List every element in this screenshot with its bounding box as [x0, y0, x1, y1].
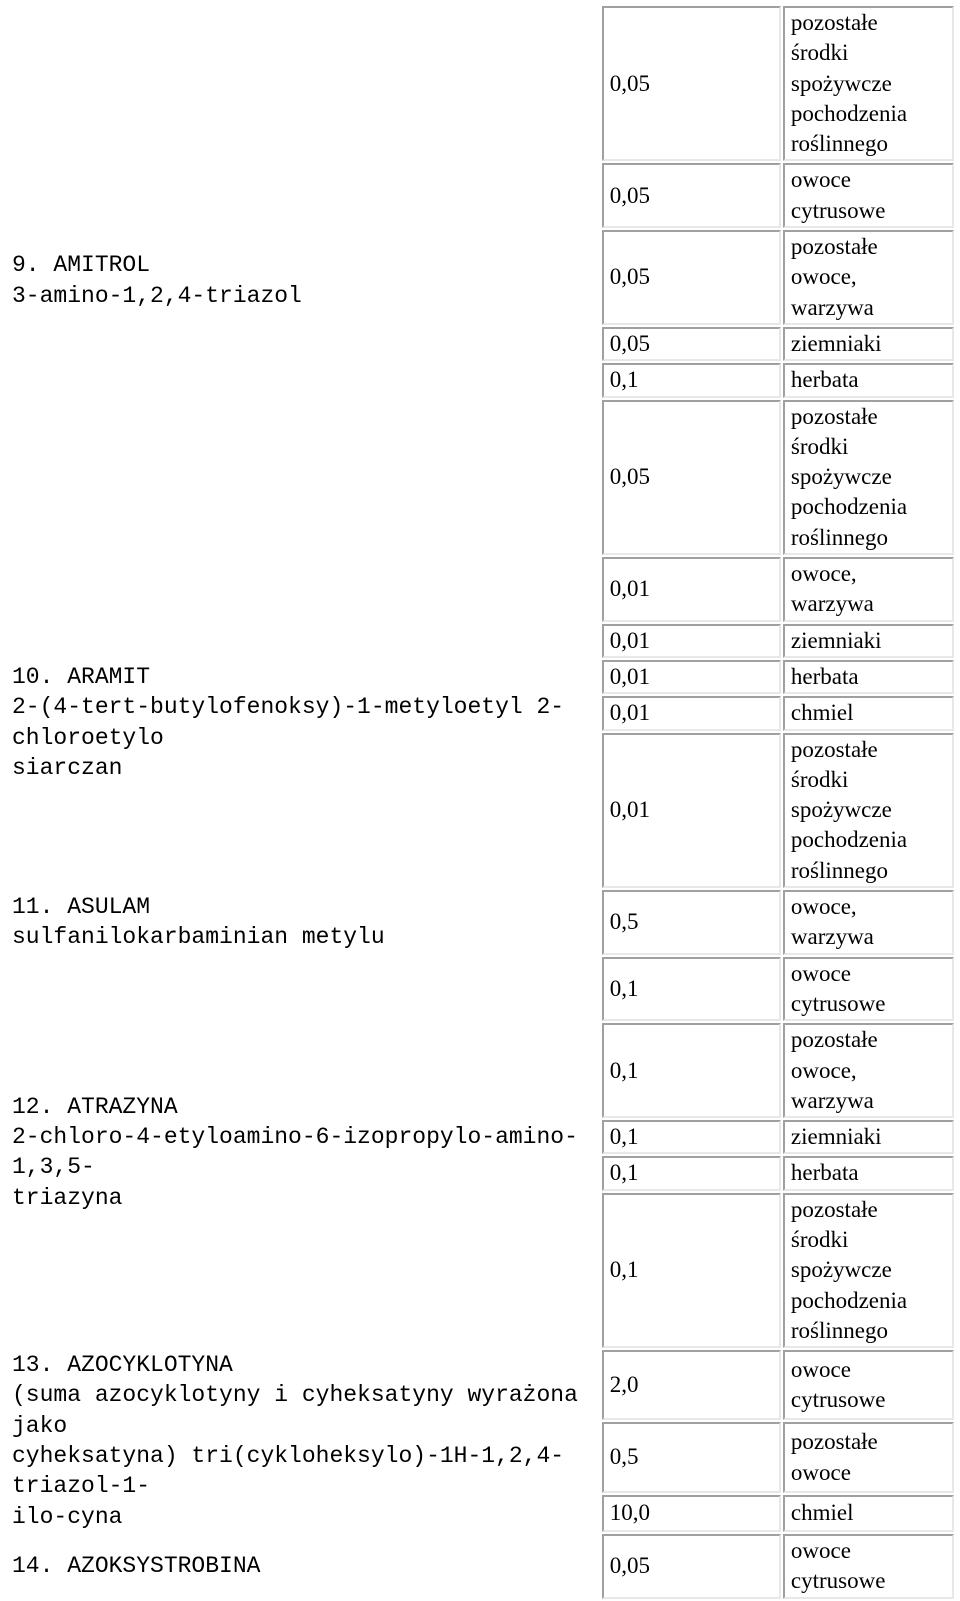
- product-name-line: ziemniaki: [790, 330, 882, 356]
- table-row: [6, 957, 954, 1022]
- substance-name: 12. ATRAZYNA: [12, 1093, 178, 1120]
- residue-limit-value: 0,1: [602, 1023, 781, 1118]
- chemical-name-line: 2-(4-tert-butylofenoksy)-1-metyloetyl 2-chloroetylo: [12, 694, 565, 751]
- product-cell: [783, 733, 954, 888]
- substance-name: 11. ASULAM: [12, 894, 151, 921]
- residue-limit-value: 0,01: [602, 557, 781, 622]
- product-cell: [783, 890, 954, 955]
- product-cell: [783, 1023, 954, 1118]
- product-cell: [783, 363, 954, 397]
- product-name-line: pozostałe: [790, 736, 878, 762]
- product-name-line: cytrusowe: [790, 197, 886, 223]
- product-cell: [783, 6, 954, 161]
- product-cell: [783, 1193, 954, 1348]
- product-name-line: owoce: [790, 960, 851, 986]
- residue-limit-value: 0,05: [602, 327, 781, 361]
- product-name-line: cytrusowe: [790, 1387, 886, 1413]
- product-name-line: spożywcze: [790, 70, 892, 96]
- substance-cell: [6, 1534, 600, 1599]
- product-name-line: cytrusowe: [790, 1568, 886, 1594]
- table-row: [6, 890, 954, 955]
- product-name-line: pozostałe: [790, 1196, 878, 1222]
- residue-limits-page: [4, 4, 956, 1601]
- product-name-line: pozostałe: [790, 234, 878, 260]
- product-cell: [783, 400, 954, 555]
- substance-cell: [6, 1350, 600, 1532]
- product-name-line: pozostałe: [790, 1429, 878, 1455]
- residue-limit-value: 0,1: [602, 1156, 781, 1190]
- residue-limit-value: 0,1: [602, 1120, 781, 1154]
- product-cell: [783, 1495, 954, 1532]
- product-name-line: warzywa: [790, 924, 874, 950]
- product-name-line: pochodzenia: [790, 827, 908, 853]
- product-name-line: chmiel: [790, 1500, 854, 1526]
- chemical-name-line: 2-chloro-4-etyloamino-6-izopropylo-amino-1,3,5-: [12, 1124, 578, 1181]
- product-cell: [783, 230, 954, 325]
- chemical-name-line: sulfanilokarbaminian metylu: [12, 924, 385, 951]
- chemical-name-line: triazyna: [12, 1184, 123, 1211]
- product-name-line: pozostałe: [790, 403, 878, 429]
- product-cell: [783, 1350, 954, 1420]
- product-cell: [783, 957, 954, 1022]
- substance-cell: [6, 557, 600, 888]
- product-name-line: owoce: [790, 1537, 851, 1563]
- table-row: [6, 557, 954, 622]
- chemical-name-line: ilo-cyna: [12, 1503, 123, 1530]
- product-name-line: pochodzenia: [790, 1287, 908, 1313]
- residue-limit-value: 0,05: [602, 1534, 781, 1599]
- residue-limit-value: 2,0: [602, 1350, 781, 1420]
- table-row: [6, 6, 954, 161]
- substance-name: 13. AZOCYKLOTYNA: [12, 1352, 233, 1379]
- product-name-line: ziemniaki: [790, 627, 882, 653]
- product-cell: [783, 1422, 954, 1492]
- product-name-line: pochodzenia: [790, 494, 908, 520]
- residue-limit-value: 0,1: [602, 1193, 781, 1348]
- product-name-line: owoce,: [790, 1057, 857, 1083]
- product-name-line: roślinnego: [790, 131, 888, 157]
- product-cell: [783, 1120, 954, 1154]
- residue-limit-value: 0,5: [602, 1422, 781, 1492]
- product-name-line: owoce: [790, 1459, 851, 1485]
- product-cell: [783, 1534, 954, 1599]
- product-cell: [783, 660, 954, 694]
- product-cell: [783, 1156, 954, 1190]
- product-name-line: środki: [790, 766, 849, 792]
- product-name-line: chmiel: [790, 700, 854, 726]
- product-cell: [783, 163, 954, 228]
- residue-limit-value: 0,01: [602, 733, 781, 888]
- product-cell: [783, 327, 954, 361]
- residue-limit-value: 0,5: [602, 890, 781, 955]
- residue-limit-value: 0,01: [602, 660, 781, 694]
- product-name-line: ziemniaki: [790, 1124, 882, 1150]
- chemical-name-line: 3-amino-1,2,4-triazol: [12, 282, 302, 309]
- product-name-line: środki: [790, 1226, 849, 1252]
- product-name-line: owoce: [790, 167, 851, 193]
- product-name-line: roślinnego: [790, 1317, 888, 1343]
- residue-limit-value: 0,05: [602, 400, 781, 555]
- product-name-line: owoce: [790, 1356, 851, 1382]
- residue-limit-value: 10,0: [602, 1495, 781, 1532]
- residue-limit-value: 0,01: [602, 696, 781, 730]
- substance-name: 9. AMITROL: [12, 252, 151, 279]
- product-name-line: spożywcze: [790, 464, 892, 490]
- product-name-line: spożywcze: [790, 797, 892, 823]
- product-name-line: cytrusowe: [790, 990, 886, 1016]
- product-name-line: herbata: [790, 367, 859, 393]
- product-name-line: środki: [790, 433, 849, 459]
- residue-limit-value: 0,1: [602, 957, 781, 1022]
- product-name-line: warzywa: [790, 591, 874, 617]
- product-name-line: roślinnego: [790, 524, 888, 550]
- product-name-line: pozostałe: [790, 1027, 878, 1053]
- residue-limit-value: 0,05: [602, 163, 781, 228]
- residue-limit-value: 0,01: [602, 624, 781, 658]
- product-name-line: warzywa: [790, 1087, 874, 1113]
- product-name-line: warzywa: [790, 294, 874, 320]
- product-name-line: spożywcze: [790, 1257, 892, 1283]
- residue-limits-table: [4, 4, 956, 1601]
- substance-name: 14. AZOKSYSTROBINA: [12, 1553, 261, 1580]
- product-name-line: pozostałe: [790, 10, 878, 35]
- product-name-line: pochodzenia: [790, 100, 908, 126]
- table-row: [6, 1350, 954, 1420]
- residue-limit-value: 0,05: [602, 230, 781, 325]
- product-cell: [783, 624, 954, 658]
- product-cell: [783, 557, 954, 622]
- residue-limit-value: 0,05: [602, 6, 781, 161]
- chemical-name-line: (suma azocyklotyny i cyheksatyny wyrażona jako: [12, 1382, 578, 1439]
- product-name-line: owoce,: [790, 894, 857, 920]
- product-name-line: owoce,: [790, 264, 857, 290]
- substance-cell: [6, 957, 600, 1349]
- product-name-line: herbata: [790, 1160, 859, 1186]
- substance-cell: [6, 890, 600, 955]
- table-row: [6, 1534, 954, 1599]
- product-name-line: środki: [790, 40, 849, 66]
- product-name-line: owoce,: [790, 561, 857, 587]
- product-name-line: herbata: [790, 663, 859, 689]
- substance-name: 10. ARAMIT: [12, 663, 151, 690]
- product-cell: [783, 696, 954, 730]
- chemical-name-line: siarczan: [12, 754, 123, 781]
- residue-limit-value: 0,1: [602, 363, 781, 397]
- product-name-line: roślinnego: [790, 857, 888, 883]
- substance-cell: [6, 6, 600, 555]
- chemical-name-line: cyheksatyna) tri(cykloheksylo)-1H-1,2,4-triazol-1-: [12, 1443, 565, 1500]
